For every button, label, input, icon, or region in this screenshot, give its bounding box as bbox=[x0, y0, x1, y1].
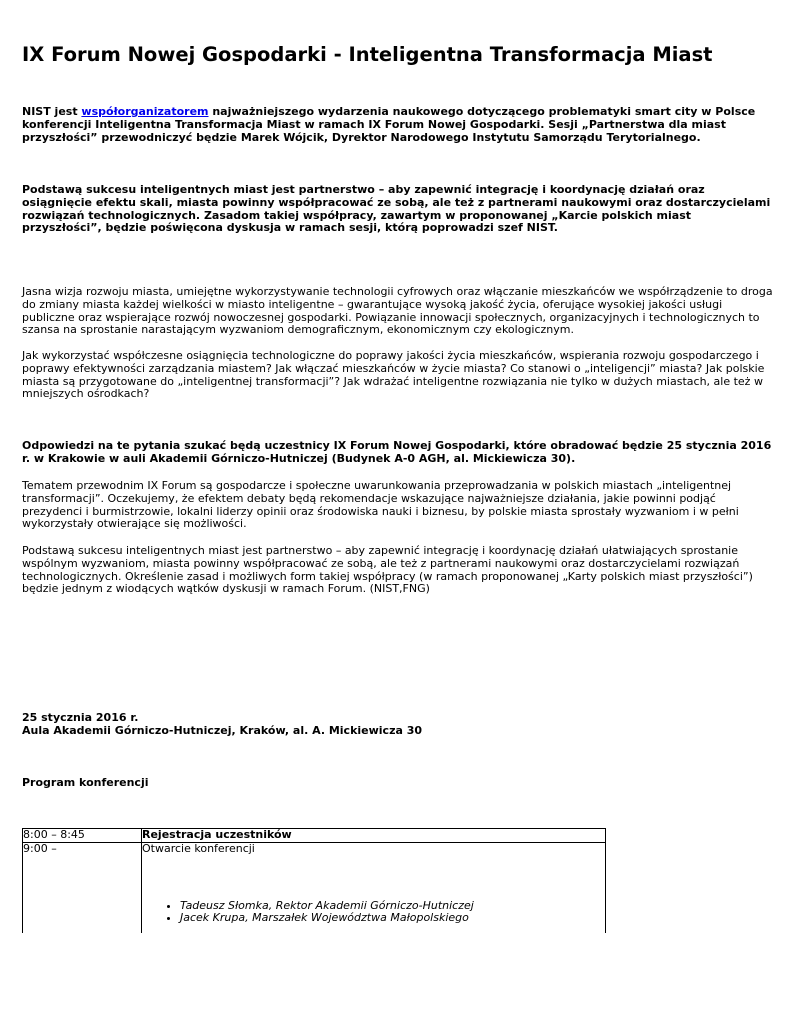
table-row bbox=[23, 829, 606, 843]
cooperation-paragraph: Podstawą sukcesu inteligentnych miast jest partnerstwo – aby zapewnić integrację i koordynację działań ułatwiających sprostanie wspólnym wyzwaniom, miasta powinny współpracować ze sobą, ale też z partnerami naukowymi oraz dostarczycielami rozwiązań technologicznych. Określenie zasad i możliwych form takiej współpracy (w ramach proponowanej „Karty polskich miast przyszłości”) będzie jednym z wiodących wątków dyskusji w ramach Forum. (NIST,FNG) bbox=[22, 544, 753, 596]
intro-lead: NIST jest bbox=[22, 105, 82, 118]
answers-paragraph: Odpowiedzi na te pytania szukać będą uczestnicy IX Forum Nowej Gospodarki, które obradować będzie 25 stycznia 2016 r. w Krakowie w auli Akademii Górniczo-Hutniczej (Budynek A-0 AGH, al. Mickiewicza 30). bbox=[22, 439, 772, 465]
questions-paragraph: Jak wykorzystać współczesne osiągnięcia technologiczne do poprawy jakości życia mieszkańców, wspierania rozwoju gospodarczego i poprawy efektywności zarządzania miastem? Jak włączać mieszkańców w życie miasta? Co stanowi o „inteligencji” miasta? Jak polskie miasta są przygotowane do „inteligentnej transformacji”? Jak wdrażać inteligentne rozwiązania nie tylko w dużych miastach, ale też w mniejszych ośrodkach? bbox=[22, 349, 765, 401]
co-organizer-link[interactable]: współorganizatorem bbox=[81, 105, 209, 118]
program-item: Otwarcie konferencji bbox=[142, 841, 255, 855]
event-details bbox=[22, 712, 774, 738]
program-time: 8:00 – 8:45 bbox=[23, 829, 142, 843]
list-item: • Tadeusz Słomka, Rektor Akademii Górniczo-Hutniczej bbox=[180, 900, 605, 913]
page-title: IX Forum Nowej Gospodarki - Inteligentna Transformacja Miast bbox=[22, 43, 713, 66]
program-table bbox=[22, 828, 606, 933]
program-item: Rejestracja uczestników bbox=[142, 829, 606, 843]
program-item-cell bbox=[142, 842, 606, 933]
table-row bbox=[23, 842, 606, 933]
theme-paragraph: Tematem przewodnim IX Forum są gospodarcze i społeczne uwarunkowania przeprowadzania w polskich miastach „inteligentnej transformacji”. Oczekujemy, że efektem debaty będą rekomendacje wskazujące najważniejsze działania, jakie powinni podjąć prezydenci i burmistrzowie, lokalni liderzy opinii oraz środowiska nauki i biznesu, by polskie miasta sprostały wyzwaniom i w pełni wykorzystały otwierające się możliwości. bbox=[22, 479, 739, 531]
list-item: • Jacek Krupa, Marszałek Województwa Małopolskiego bbox=[180, 912, 605, 925]
program-time: 9:00 – bbox=[23, 842, 142, 933]
event-venue: Aula Akademii Górniczo-Hutniczej, Kraków, al. A. Mickiewicza 30 bbox=[22, 723, 423, 737]
partnership-paragraph: Podstawą sukcesu inteligentnych miast jest partnerstwo – aby zapewnić integrację i koordynację działań oraz osiągnięcie efektu skali, miasta powinny współpracować ze sobą, ale też z partnerami naukowymi oraz dostarczycielami rozwiązań technologicznych. Zasadom takiej współpracy, zawartym w proponowanej „Karcie polskich miast przyszłości”, będzie poświęcona dyskusja w ramach sesji, którą poprowadzi szef NIST. bbox=[22, 183, 771, 235]
intro-paragraph bbox=[22, 106, 774, 144]
speaker-list bbox=[142, 900, 605, 926]
intro-rest: najważniejszego wydarzenia naukowego dotyczącego problematyki smart city w Polsce konferencji Inteligentna Transformacja Miast w ramach IX Forum Nowej Gospodarki. Sesji „Partnerstwa dla miast przyszłości” przewodniczyć będzie Marek Wójcik, Dyrektor Narodowego Instytutu Samorządu Terytorialnego. bbox=[22, 105, 756, 144]
vision-paragraph: Jasna wizja rozwoju miasta, umiejętne wykorzystywanie technologii cyfrowych oraz włączanie mieszkańców we współrządzenie to droga do zmiany miasta każdej wielkości w miasto inteligentne – gwarantujące wysoką jakość życia, oferujące wysokiej jakości usługi publiczne oraz wspierające rozwój nowoczesnej gospodarki. Powiązanie innowacji społecznych, organizacyjnych i technologicznych to szansa na sprostanie narastającym wyzwaniom demograficznym, ekonomicznym czy ekologicznym. bbox=[22, 285, 773, 337]
event-date: 25 stycznia 2016 r. bbox=[22, 711, 139, 724]
program-heading: Program konferencji bbox=[22, 776, 149, 789]
